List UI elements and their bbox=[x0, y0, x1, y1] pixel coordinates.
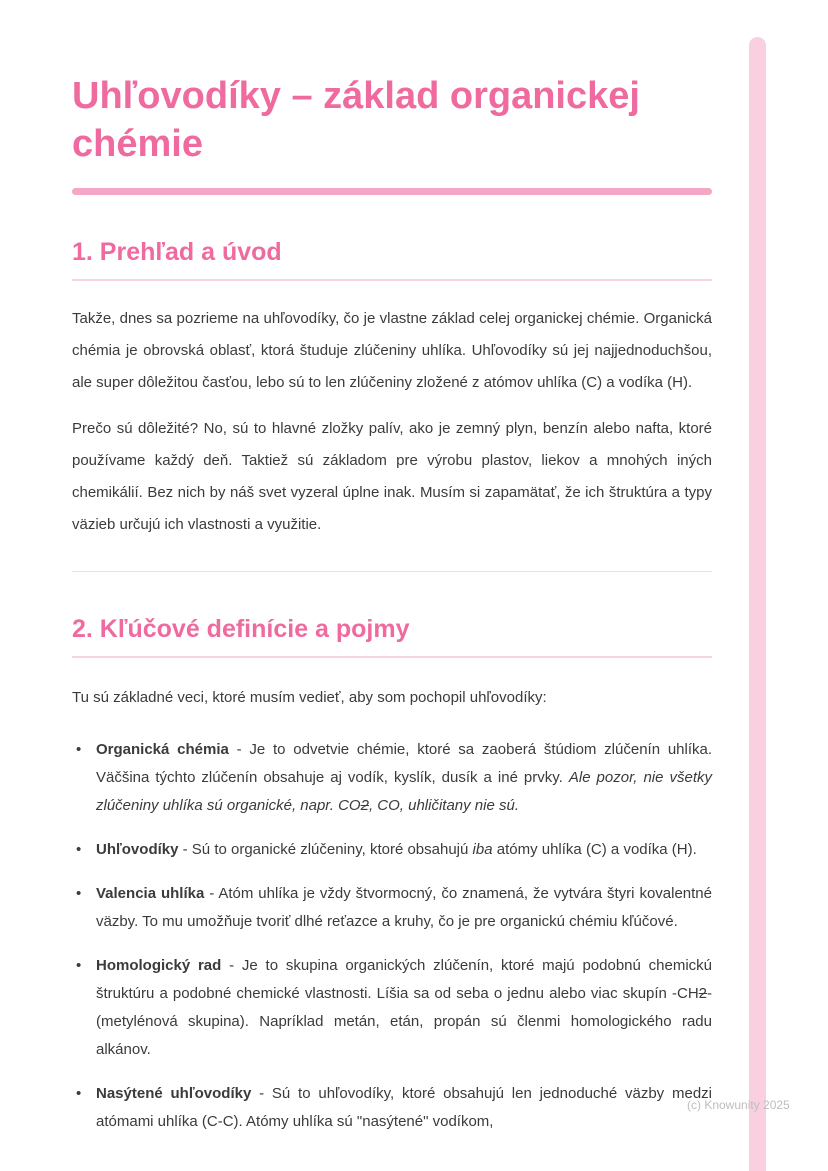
definition-text: - (metylénová skupina). Napríklad metán, etán, propán sú členmi homologického radu alkánov. bbox=[96, 985, 712, 1058]
definition-note: Ale pozor, nie všetky zlúčeniny uhlíka sú organické, napr. CO bbox=[96, 769, 712, 814]
definition-note: , CO, uhličitany nie sú. bbox=[368, 797, 520, 814]
definition-term: Nasýtené uhľovodíky bbox=[96, 1085, 252, 1102]
definition-text: - Atóm uhlíka je vždy štvormocný, čo znamená, že vytvára štyri kovalentné väzby. To mu umožňuje tvoriť dlhé reťazce a kruhy, čo je pre organickú chémiu kľúčové. bbox=[96, 885, 712, 930]
definition-term: Valencia uhlíka bbox=[96, 885, 205, 902]
list-item bbox=[72, 736, 712, 820]
definition-text: - Je to odvetvie chémie, ktoré sa zaoberá štúdiom zlúčenín uhlíka. Väčšina týchto zlúčenín obsahuje aj vodík, kyslík, dusík a iné prvky. bbox=[96, 741, 713, 786]
section-1-underline bbox=[72, 279, 712, 281]
list-item bbox=[72, 1080, 712, 1136]
definitions-list bbox=[72, 736, 712, 1136]
section-1-paragraph-1: Takže, dnes sa pozrieme na uhľovodíky, čo je vlastne základ celej organickej chémie. Organická chémia je obrovská oblasť, ktorá študuje zlúčeniny uhlíka. Uhľovodíky sú jej najjednoduchšou, ale super dôležitou časťou, lebo sú to len zlúčeniny zložené z atómov uhlíka (C) a vodíka (H). bbox=[72, 310, 712, 391]
copyright-text: (c) Knowunity 2025 bbox=[687, 1098, 790, 1112]
list-item bbox=[72, 836, 712, 864]
struck-subscript: 2 bbox=[698, 985, 707, 1002]
definition-text: - Je to skupina organických zlúčenín, ktoré majú podobnú chemickú štruktúru a podobné chemické vlastnosti. Líšia sa od seba o jednu alebo viac skupín -CH bbox=[96, 957, 712, 1002]
page-title: Uhľovodíky – základ organickej chémie bbox=[72, 75, 640, 165]
side-accent-bar bbox=[749, 37, 766, 1171]
section-2-underline bbox=[72, 656, 712, 658]
list-item bbox=[72, 880, 712, 936]
title-underline bbox=[72, 188, 712, 195]
definition-text: - Sú to organické zlúčeniny, ktoré obsahujú bbox=[178, 841, 473, 858]
section-1-paragraph-2: Prečo sú dôležité? No, sú to hlavné zložky palív, ako je zemný plyn, benzín alebo nafta, ktoré používame každý deň. Taktiež sú základom pre výrobu plastov, liekov a mnohých iných chemikálií. Bez nich by náš svet vyzeral úplne inak. Musím si zapamätať, že ich štruktúra a typy väzieb určujú ich vlastnosti a využitie. bbox=[72, 420, 712, 533]
definition-term: Organická chémia bbox=[96, 741, 229, 758]
definition-text: atómy uhlíka (C) a vodíka (H). bbox=[492, 841, 697, 858]
definition-term: Uhľovodíky bbox=[96, 841, 179, 858]
list-item bbox=[72, 952, 712, 1064]
section-2-heading: 2. Kľúčové definície a pojmy bbox=[72, 615, 410, 643]
definitions-intro: Tu sú základné veci, ktoré musím vedieť, aby som pochopil uhľovodíky: bbox=[72, 689, 547, 706]
definition-text: - Sú to uhľovodíky, ktoré obsahujú len jednoduché väzby medzi atómami uhlíka (C-C). Atómy uhlíka sú "nasýtené" vodíkom, bbox=[96, 1085, 712, 1130]
definition-term: Homologický rad bbox=[96, 957, 222, 974]
struck-subscript: 2 bbox=[360, 797, 369, 814]
section-divider bbox=[72, 571, 712, 572]
definition-emphasis: iba bbox=[472, 841, 493, 858]
section-1-heading: 1. Prehľad a úvod bbox=[72, 238, 282, 266]
